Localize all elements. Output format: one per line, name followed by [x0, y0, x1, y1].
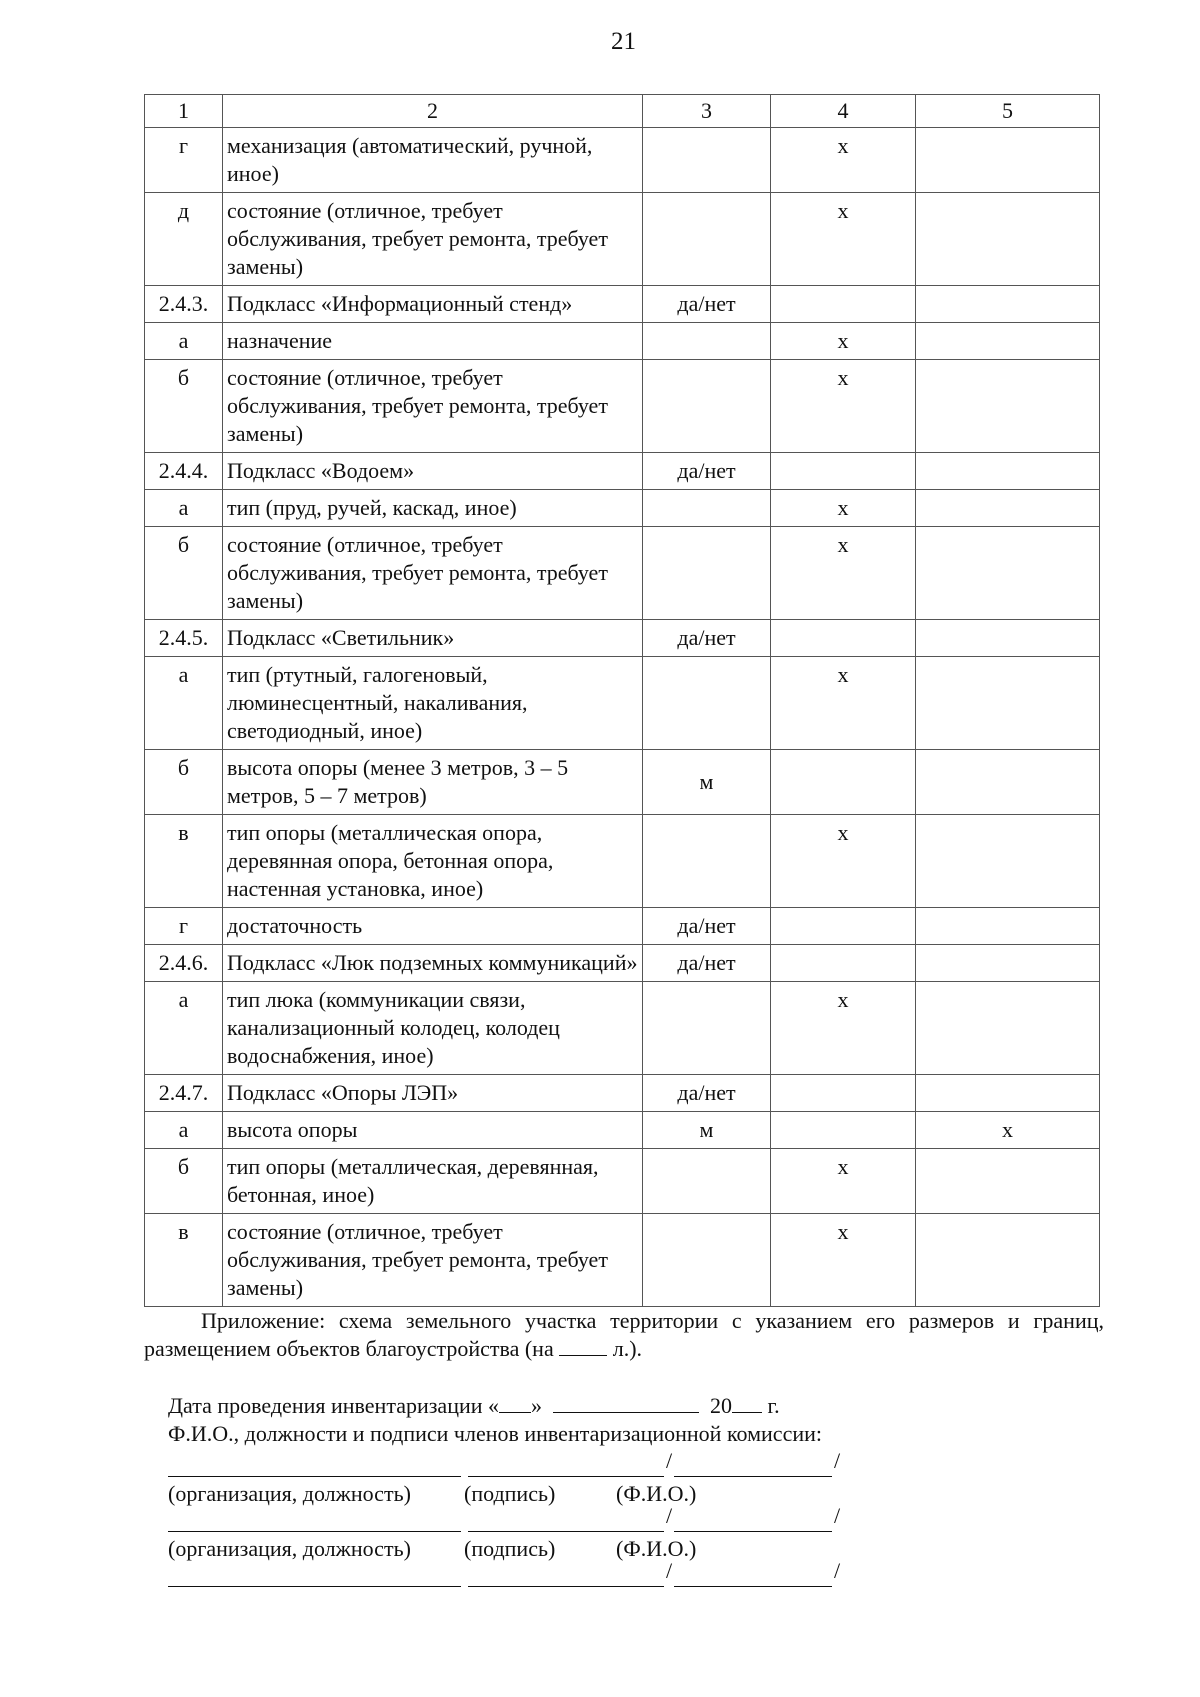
cell-c3 [643, 657, 771, 750]
cell-c1: в [145, 1214, 223, 1307]
table-row [145, 1112, 1100, 1149]
cell-c4 [771, 453, 916, 490]
signature-blank[interactable] [468, 1566, 664, 1587]
slash: / [834, 1448, 841, 1473]
cell-c2: Подкласс «Светильник» [223, 620, 643, 657]
caption-fio: (Ф.И.О.) [616, 1481, 697, 1506]
table-row [145, 908, 1100, 945]
day-blank[interactable] [499, 1412, 531, 1413]
cell-c3: да/нет [643, 453, 771, 490]
cell-c1: д [145, 193, 223, 286]
cell-c5 [916, 490, 1100, 527]
cell-c5 [916, 1075, 1100, 1112]
cell-c2: высота опоры [223, 1112, 643, 1149]
cell-c5 [916, 128, 1100, 193]
cell-c2: назначение [223, 323, 643, 360]
cell-c3: да/нет [643, 945, 771, 982]
table-row [145, 128, 1100, 193]
cell-c2: достаточность [223, 908, 643, 945]
cell-c5 [916, 323, 1100, 360]
table-row [145, 323, 1100, 360]
appendix-text-end: л.). [607, 1336, 643, 1361]
cell-c2: Подкласс «Опоры ЛЭП» [223, 1075, 643, 1112]
signature-blank[interactable] [468, 1511, 664, 1532]
organization-blank[interactable] [168, 1566, 461, 1587]
table-row [145, 657, 1100, 750]
cell-c5 [916, 620, 1100, 657]
cell-c4 [771, 1075, 916, 1112]
cell-c2: Подкласс «Водоем» [223, 453, 643, 490]
cell-c3 [643, 982, 771, 1075]
cell-c4 [771, 1112, 916, 1149]
cell-c1: б [145, 360, 223, 453]
cell-c1: 2.4.6. [145, 945, 223, 982]
cell-c1: б [145, 527, 223, 620]
slash: / [834, 1503, 841, 1528]
cell-c2: тип (пруд, ручей, каскад, иное) [223, 490, 643, 527]
cell-c4: х [771, 982, 916, 1075]
cell-c5 [916, 657, 1100, 750]
caption-organization: (организация, должность) [168, 1481, 411, 1506]
cell-c3: да/нет [643, 620, 771, 657]
cell-c5 [916, 193, 1100, 286]
table-row [145, 1214, 1100, 1307]
cell-c2: тип люка (коммуникации связи, канализационный колодец, колодец водоснабжения, иное) [223, 982, 643, 1075]
table-row [145, 815, 1100, 908]
date-label: Дата проведения инвентаризации « [168, 1393, 500, 1418]
cell-c1: а [145, 323, 223, 360]
cell-c3 [643, 490, 771, 527]
cell-c3 [643, 360, 771, 453]
cell-c3: м [643, 750, 771, 815]
cell-c5 [916, 453, 1100, 490]
cell-c4: х [771, 527, 916, 620]
table-row [145, 490, 1100, 527]
organization-blank[interactable] [168, 1511, 461, 1532]
table-row [145, 360, 1100, 453]
cell-c5 [916, 982, 1100, 1075]
cell-c3 [643, 193, 771, 286]
cell-c1: г [145, 908, 223, 945]
month-blank[interactable] [553, 1412, 699, 1413]
cell-c1: а [145, 657, 223, 750]
cell-c5 [916, 1149, 1100, 1214]
caption-signature: (подпись) [464, 1536, 556, 1561]
cell-c3 [643, 527, 771, 620]
cell-c4 [771, 620, 916, 657]
caption-signature: (подпись) [464, 1481, 556, 1506]
cell-c4 [771, 750, 916, 815]
year-blank[interactable] [732, 1412, 762, 1413]
cell-c2: высота опоры (менее 3 метров, 3 – 5 метров, 5 – 7 метров) [223, 750, 643, 815]
cell-c4 [771, 908, 916, 945]
cell-c2: состояние (отличное, требует обслуживания, требует ремонта, требует замены) [223, 527, 643, 620]
header-cell-1: 1 [145, 95, 223, 128]
cell-c4: х [771, 1214, 916, 1307]
cell-c1: в [145, 815, 223, 908]
header-cell-5: 5 [916, 95, 1100, 128]
table-row [145, 945, 1100, 982]
fio-blank[interactable] [674, 1456, 832, 1477]
inventory-date-line [168, 1392, 780, 1420]
header-cell-4: 4 [771, 95, 916, 128]
cell-c2: Подкласс «Люк подземных коммуникаций» [223, 945, 643, 982]
slash: / [666, 1558, 673, 1583]
cell-c4: х [771, 657, 916, 750]
cell-c5 [916, 945, 1100, 982]
cell-c3 [643, 323, 771, 360]
cell-c3 [643, 1149, 771, 1214]
cell-c1: а [145, 490, 223, 527]
table-row [145, 620, 1100, 657]
cell-c2: тип (ртутный, галогеновый, люминесцентный, накаливания, светодиодный, иное) [223, 657, 643, 750]
date-quote-close: » [531, 1393, 543, 1418]
cell-c1: 2.4.4. [145, 453, 223, 490]
appendix-note [144, 1307, 1104, 1363]
fio-blank[interactable] [674, 1566, 832, 1587]
cell-c3: да/нет [643, 1075, 771, 1112]
table-row [145, 1149, 1100, 1214]
cell-c3 [643, 128, 771, 193]
cell-c5 [916, 527, 1100, 620]
cell-c4: х [771, 360, 916, 453]
cell-c2: Подкласс «Информационный стенд» [223, 286, 643, 323]
slash: / [666, 1503, 673, 1528]
header-cell-3: 3 [643, 95, 771, 128]
table-row [145, 286, 1100, 323]
table-row [145, 527, 1100, 620]
cell-c2: состояние (отличное, требует обслуживания, требует ремонта, требует замены) [223, 1214, 643, 1307]
cell-c1: а [145, 1112, 223, 1149]
cell-c4: х [771, 490, 916, 527]
cell-c3: да/нет [643, 286, 771, 323]
cell-c5 [916, 286, 1100, 323]
organization-blank[interactable] [168, 1456, 461, 1477]
cell-c4: х [771, 323, 916, 360]
cell-c1: а [145, 982, 223, 1075]
cell-c4 [771, 945, 916, 982]
cell-c1: г [145, 128, 223, 193]
cell-c5 [916, 908, 1100, 945]
year-suffix: г. [762, 1393, 780, 1418]
cell-c4 [771, 286, 916, 323]
table-header-row [145, 95, 1100, 128]
table-row [145, 1075, 1100, 1112]
inventory-table [144, 94, 1100, 1307]
cell-c5 [916, 815, 1100, 908]
page-number: 21 [611, 28, 636, 55]
cell-c4: х [771, 815, 916, 908]
table-row [145, 982, 1100, 1075]
cell-c5 [916, 1214, 1100, 1307]
fio-blank[interactable] [674, 1511, 832, 1532]
cell-c5 [916, 750, 1100, 815]
caption-organization: (организация, должность) [168, 1536, 411, 1561]
cell-c1: б [145, 1149, 223, 1214]
cell-c4: х [771, 193, 916, 286]
cell-c1: б [145, 750, 223, 815]
slash: / [834, 1558, 841, 1583]
commission-label: Ф.И.О., должности и подписи членов инвентаризационной комиссии: [168, 1421, 822, 1446]
slash: / [666, 1448, 673, 1473]
cell-c5: х [916, 1112, 1100, 1149]
year-prefix: 20 [710, 1393, 733, 1418]
cell-c1: 2.4.7. [145, 1075, 223, 1112]
cell-c1: 2.4.5. [145, 620, 223, 657]
cell-c2: состояние (отличное, требует обслуживания, требует ремонта, требует замены) [223, 360, 643, 453]
cell-c2: состояние (отличное, требует обслуживания, требует ремонта, требует замены) [223, 193, 643, 286]
cell-c3 [643, 1214, 771, 1307]
cell-c2: тип опоры (металлическая опора, деревянная опора, бетонная опора, настенная установка, иное) [223, 815, 643, 908]
cell-c5 [916, 360, 1100, 453]
cell-c1: 2.4.3. [145, 286, 223, 323]
sheet-count-blank[interactable] [559, 1355, 607, 1356]
cell-c4: х [771, 128, 916, 193]
cell-c2: механизация (автоматический, ручной, иное) [223, 128, 643, 193]
table-row [145, 750, 1100, 815]
cell-c3: м [643, 1112, 771, 1149]
table-row [145, 193, 1100, 286]
table-row [145, 453, 1100, 490]
header-cell-2: 2 [223, 95, 643, 128]
cell-c3 [643, 815, 771, 908]
cell-c2: тип опоры (металлическая, деревянная, бетонная, иное) [223, 1149, 643, 1214]
signature-blank[interactable] [468, 1456, 664, 1477]
cell-c4: х [771, 1149, 916, 1214]
caption-fio: (Ф.И.О.) [616, 1536, 697, 1561]
cell-c3: да/нет [643, 908, 771, 945]
appendix-text: Приложение: схема земельного участка территории с указанием его размеров и границ, размещением объектов благоустройства (на [144, 1308, 1104, 1361]
